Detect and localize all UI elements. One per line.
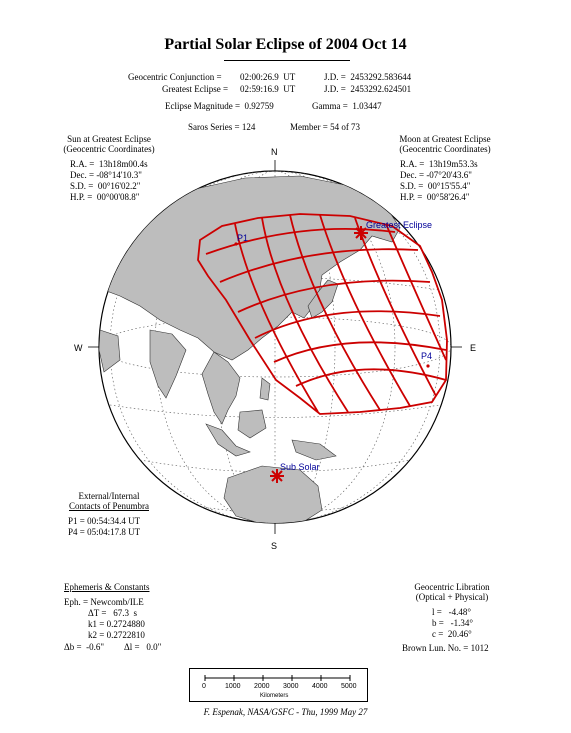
scale-tick-0: 0: [202, 683, 206, 690]
saros-series: Saros Series = 124: [188, 122, 256, 132]
greatest-eclipse-label: Greatest Eclipse =: [162, 84, 229, 94]
libration-c: c = 20.46°: [432, 629, 472, 639]
east-label: E: [470, 343, 477, 353]
moon-ra: R.A. = 13h19m53.3s: [400, 159, 478, 169]
credit-line: F. Espenak, NASA/GSFC - Thu, 1999 May 27: [203, 707, 368, 717]
conjunction-jd: J.D. = 2453292.583644: [324, 72, 412, 82]
subsolar-map-label: Sub Solar: [280, 462, 320, 472]
south-label: S: [271, 541, 278, 551]
eclipse-magnitude: Eclipse Magnitude = 0.92759: [165, 101, 274, 111]
libration-heading: Geocentric Libration: [414, 582, 490, 592]
brown-lunation: Brown Lun. No. = 1012: [402, 643, 489, 653]
moon-hp: H.P. = 00°58'26.4": [400, 192, 470, 202]
scale-tick-2000: 2000: [254, 683, 270, 690]
ephemeris-delta-b: Δb = -0.6": [64, 642, 105, 652]
ephemeris-eph: Eph. = Newcomb/ILE: [64, 597, 144, 607]
libration-b: b = -1.34°: [432, 618, 473, 628]
scale-tick-1000: 1000: [225, 683, 241, 690]
p1-map-label: P1: [237, 233, 249, 243]
contacts-heading: External/Internal: [78, 491, 140, 501]
saros-member: Member = 54 of 73: [290, 122, 361, 132]
moon-heading: Moon at Greatest Eclipse: [399, 134, 491, 144]
libration-l: l = -4.48°: [432, 607, 471, 617]
ephemeris-k1: k1 = 0.2724880: [88, 619, 145, 629]
scale-tick-3000: 3000: [283, 683, 299, 690]
scale-unit: Kilometers: [260, 693, 289, 699]
p4-point: [426, 364, 429, 367]
sun-hp: H.P. = 00°00'08.8": [70, 192, 140, 202]
contact-p1: P1 = 00:54:34.4 UT: [68, 516, 141, 526]
sun-ra: R.A. = 13h18m00.4s: [70, 159, 148, 169]
scale-tick-5000: 5000: [341, 683, 357, 690]
contacts-subheading: Contacts of Penumbra: [69, 501, 149, 511]
sun-dec: Dec. = -08°14'10.3": [70, 170, 142, 180]
moon-sd: S.D. = 00°15'55.4": [400, 181, 471, 191]
greatest-eclipse-time: 02:59:16.9 UT: [240, 84, 296, 94]
p4-map-label: P4: [421, 351, 433, 361]
gamma: Gamma = 1.03447: [312, 101, 382, 111]
moon-subheading: (Geocentric Coordinates): [399, 144, 491, 154]
greatest-eclipse-jd: J.D. = 2453292.624501: [324, 84, 412, 94]
distance-scale-box: [189, 668, 368, 702]
sun-heading: Sun at Greatest Eclipse: [67, 134, 151, 144]
conjunction-time: 02:00:26.9 UT: [240, 72, 296, 82]
scale-tick-4000: 4000: [312, 683, 328, 690]
ephemeris-delta-l: Δl = 0.0": [124, 642, 162, 652]
ephemeris-k2: k2 = 0.2722810: [88, 630, 145, 640]
conjunction-label: Geocentric Conjunction =: [128, 72, 222, 82]
ephemeris-delta-t: ΔT = 67.3 s: [88, 608, 137, 618]
north-label: N: [271, 147, 278, 157]
contact-p4: P4 = 05:04:17.8 UT: [68, 527, 141, 537]
page-title: Partial Solar Eclipse of 2004 Oct 14: [164, 36, 407, 53]
west-label: W: [74, 343, 83, 353]
greatest-eclipse-map-label: Greatest Eclipse: [366, 220, 433, 230]
sun-subheading: (Geocentric Coordinates): [63, 144, 155, 154]
ephemeris-heading: Ephemeris & Constants: [64, 582, 150, 592]
moon-dec: Dec. = -07°20'43.6": [400, 170, 472, 180]
sun-sd: S.D. = 00°16'02.2": [70, 181, 141, 191]
libration-subheading: (Optical + Physical): [415, 592, 489, 602]
